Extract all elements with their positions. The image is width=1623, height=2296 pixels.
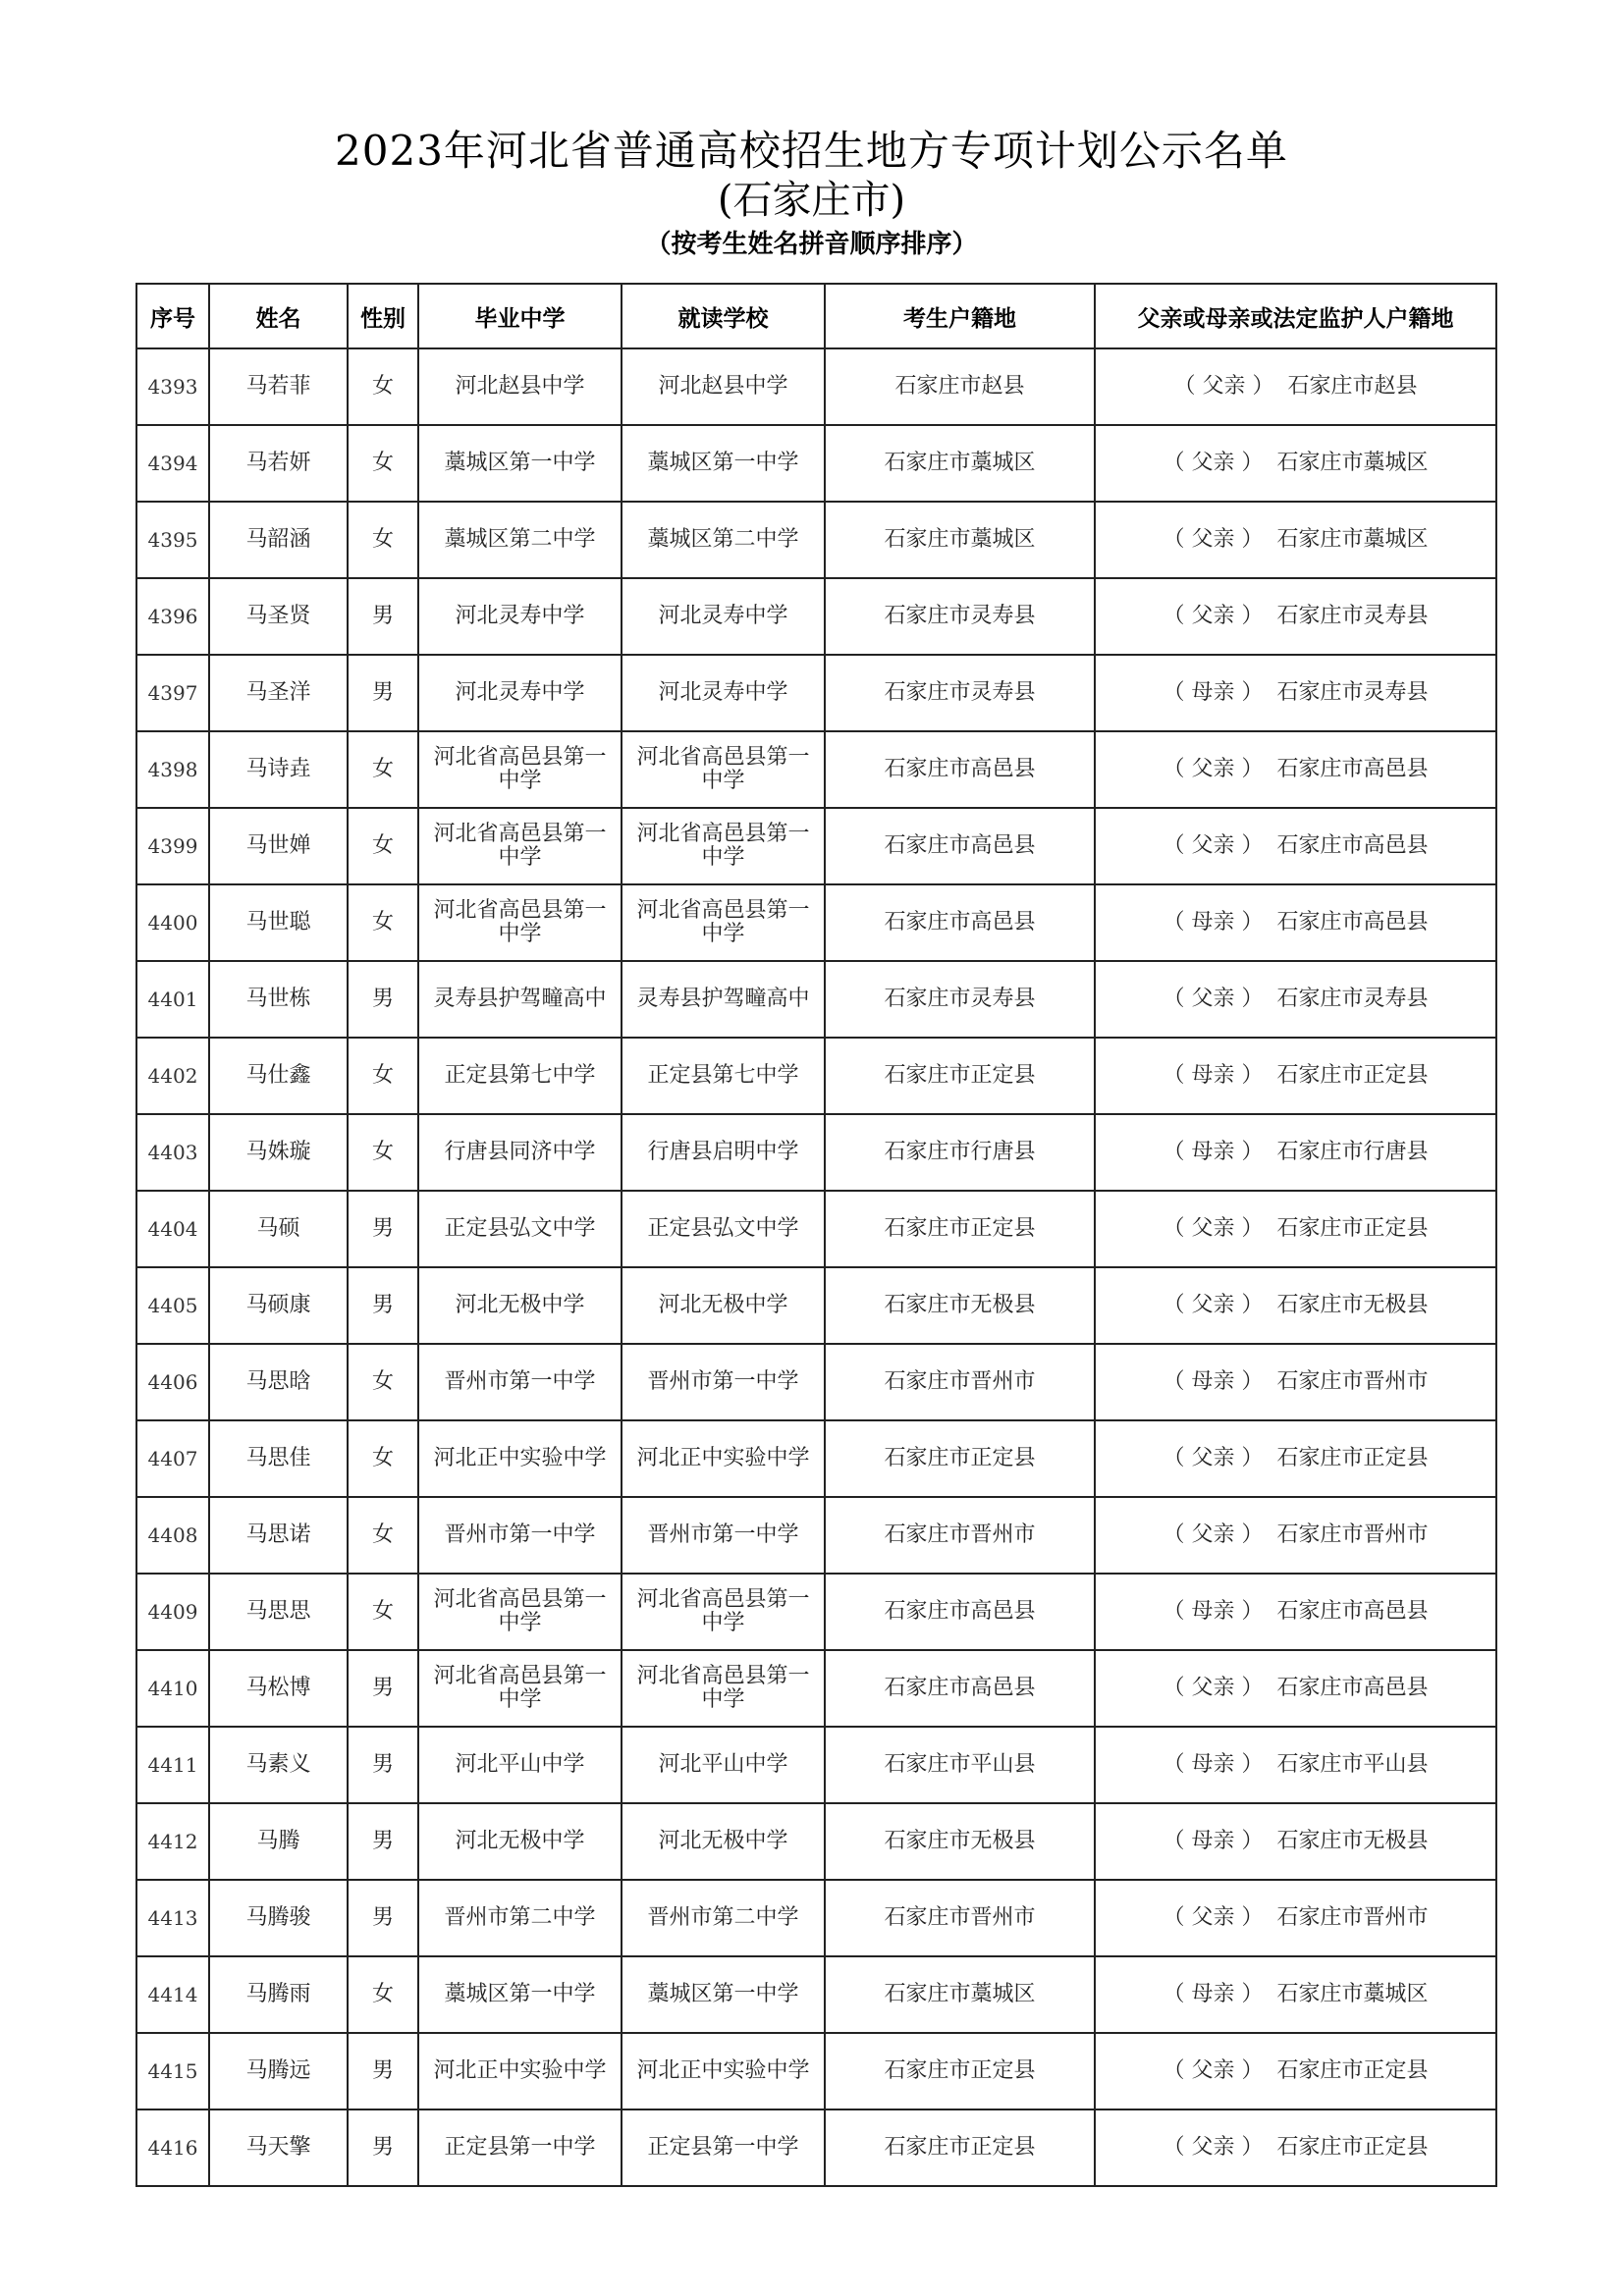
cell-household-registration: 石家庄市高邑县 (825, 731, 1095, 808)
guardian-place: 石家庄市藁城区 (1276, 527, 1429, 552)
guardian-place: 石家庄市无极县 (1276, 1829, 1429, 1853)
column-header-current-school: 就读学校 (622, 284, 825, 348)
cell-guardian-registration (1095, 1497, 1496, 1574)
guardian-relation: （ 母亲 ） (1163, 1369, 1264, 1394)
cell-current-school: 正定县弘文中学 (622, 1191, 825, 1267)
cell-gender: 男 (348, 1880, 418, 1956)
guardian-place: 石家庄市正定县 (1276, 1446, 1429, 1470)
cell-gender: 女 (348, 808, 418, 884)
cell-household-registration: 石家庄市藁城区 (825, 502, 1095, 578)
cell-household-registration: 石家庄市晋州市 (825, 1880, 1095, 1956)
cell-graduation-school: 正定县弘文中学 (418, 1191, 622, 1267)
cell-gender: 女 (348, 502, 418, 578)
guardian-relation: （ 父亲 ） (1163, 1905, 1264, 1930)
cell-current-school: 河北省高邑县第一中学 (622, 1574, 825, 1650)
guardian-place: 石家庄市赵县 (1287, 374, 1418, 399)
guardian-relation: （ 父亲 ） (1163, 1676, 1264, 1700)
cell-name: 马素义 (209, 1727, 348, 1803)
cell-household-registration: 石家庄市高邑县 (825, 1574, 1095, 1650)
cell-guardian-registration (1095, 1420, 1496, 1497)
table-body (136, 348, 1496, 2186)
cell-guardian-registration (1095, 578, 1496, 655)
cell-number: 4397 (136, 655, 209, 731)
guardian-relation: （ 父亲 ） (1163, 451, 1264, 475)
cell-current-school: 晋州市第一中学 (622, 1344, 825, 1420)
guardian-relation: （ 母亲 ） (1163, 1752, 1264, 1777)
guardian-relation: （ 父亲 ） (1163, 527, 1264, 552)
cell-household-registration: 石家庄市藁城区 (825, 425, 1095, 502)
column-header-graduation-school: 毕业中学 (418, 284, 622, 348)
guardian-place: 石家庄市藁城区 (1276, 451, 1429, 475)
cell-number: 4396 (136, 578, 209, 655)
cell-number: 4410 (136, 1650, 209, 1727)
cell-name: 马圣洋 (209, 655, 348, 731)
guardian-place: 石家庄市正定县 (1276, 1063, 1429, 1088)
cell-current-school: 藁城区第二中学 (622, 502, 825, 578)
table-row (136, 578, 1496, 655)
cell-name: 马硕康 (209, 1267, 348, 1344)
cell-name: 马若菲 (209, 348, 348, 425)
cell-household-registration: 石家庄市高邑县 (825, 808, 1095, 884)
cell-graduation-school: 河北省高邑县第一中学 (418, 731, 622, 808)
table-row (136, 1727, 1496, 1803)
cell-graduation-school: 河北正中实验中学 (418, 2033, 622, 2109)
cell-name: 马松博 (209, 1650, 348, 1727)
cell-household-registration: 石家庄市灵寿县 (825, 961, 1095, 1038)
cell-graduation-school: 河北无极中学 (418, 1267, 622, 1344)
cell-guardian-registration (1095, 655, 1496, 731)
guardian-relation: （ 父亲 ） (1163, 2135, 1264, 2160)
cell-number: 4393 (136, 348, 209, 425)
cell-graduation-school: 藁城区第二中学 (418, 502, 622, 578)
guardian-place: 石家庄市高邑县 (1276, 833, 1429, 858)
cell-current-school: 河北无极中学 (622, 1803, 825, 1880)
cell-guardian-registration (1095, 502, 1496, 578)
cell-current-school: 河北无极中学 (622, 1267, 825, 1344)
cell-guardian-registration (1095, 2033, 1496, 2109)
cell-household-registration: 石家庄市正定县 (825, 1191, 1095, 1267)
cell-graduation-school: 河北省高邑县第一中学 (418, 1574, 622, 1650)
table-row (136, 1038, 1496, 1114)
cell-guardian-registration (1095, 961, 1496, 1038)
guardian-place: 石家庄市灵寿县 (1276, 680, 1429, 705)
guardian-place: 石家庄市灵寿县 (1276, 604, 1429, 628)
cell-gender: 男 (348, 655, 418, 731)
guardian-place: 石家庄市正定县 (1276, 1216, 1429, 1241)
cell-guardian-registration (1095, 1267, 1496, 1344)
table-row (136, 731, 1496, 808)
column-header-household-registration: 考生户籍地 (825, 284, 1095, 348)
cell-number: 4406 (136, 1344, 209, 1420)
guardian-place: 石家庄市行唐县 (1276, 1140, 1429, 1164)
cell-number: 4394 (136, 425, 209, 502)
cell-name: 马韶涵 (209, 502, 348, 578)
table-row (136, 348, 1496, 425)
cell-current-school: 灵寿县护驾疃高中 (622, 961, 825, 1038)
cell-current-school: 河北省高邑县第一中学 (622, 808, 825, 884)
cell-gender: 男 (348, 1267, 418, 1344)
cell-gender: 女 (348, 1038, 418, 1114)
cell-number: 4403 (136, 1114, 209, 1191)
cell-guardian-registration (1095, 1956, 1496, 2033)
cell-number: 4409 (136, 1574, 209, 1650)
cell-number: 4401 (136, 961, 209, 1038)
cell-guardian-registration (1095, 1344, 1496, 1420)
table-row (136, 502, 1496, 578)
guardian-relation: （ 母亲 ） (1163, 1140, 1264, 1164)
cell-name: 马思诺 (209, 1497, 348, 1574)
cell-gender: 女 (348, 1344, 418, 1420)
cell-guardian-registration (1095, 1880, 1496, 1956)
cell-number: 4408 (136, 1497, 209, 1574)
cell-current-school: 藁城区第一中学 (622, 1956, 825, 2033)
guardian-place: 石家庄市无极县 (1276, 1293, 1429, 1317)
guardian-place: 石家庄市晋州市 (1276, 1369, 1429, 1394)
cell-graduation-school: 河北平山中学 (418, 1727, 622, 1803)
cell-household-registration: 石家庄市正定县 (825, 1420, 1095, 1497)
column-header-gender: 性别 (348, 284, 418, 348)
city-subtitle: (石家庄市) (717, 178, 906, 223)
cell-graduation-school: 河北赵县中学 (418, 348, 622, 425)
cell-household-registration: 石家庄市无极县 (825, 1803, 1095, 1880)
guardian-relation: （ 父亲 ） (1163, 1293, 1264, 1317)
guardian-place: 石家庄市正定县 (1276, 2135, 1429, 2160)
cell-name: 马仕鑫 (209, 1038, 348, 1114)
cell-graduation-school: 藁城区第一中学 (418, 1956, 622, 2033)
cell-gender: 女 (348, 1420, 418, 1497)
sort-note: （按考生姓名拼音顺序排序） (645, 230, 978, 259)
cell-graduation-school: 正定县第一中学 (418, 2109, 622, 2186)
table-row (136, 1803, 1496, 1880)
cell-current-school: 河北省高邑县第一中学 (622, 731, 825, 808)
cell-number: 4405 (136, 1267, 209, 1344)
table-row (136, 1650, 1496, 1727)
cell-name: 马姝璇 (209, 1114, 348, 1191)
cell-number: 4399 (136, 808, 209, 884)
cell-household-registration: 石家庄市藁城区 (825, 1956, 1095, 2033)
cell-name: 马世栋 (209, 961, 348, 1038)
guardian-place: 石家庄市高邑县 (1276, 757, 1429, 781)
cell-number: 4404 (136, 1191, 209, 1267)
cell-gender: 男 (348, 578, 418, 655)
cell-household-registration: 石家庄市行唐县 (825, 1114, 1095, 1191)
guardian-place: 石家庄市晋州市 (1276, 1905, 1429, 1930)
cell-current-school: 河北省高邑县第一中学 (622, 1650, 825, 1727)
table-row (136, 1344, 1496, 1420)
guardian-relation: （ 父亲 ） (1163, 987, 1264, 1011)
cell-household-registration: 石家庄市灵寿县 (825, 655, 1095, 731)
cell-gender: 女 (348, 1956, 418, 2033)
cell-household-registration: 石家庄市晋州市 (825, 1344, 1095, 1420)
cell-current-school: 河北平山中学 (622, 1727, 825, 1803)
guardian-relation: （ 父亲 ） (1163, 2058, 1264, 2083)
guardian-relation: （ 父亲 ） (1173, 374, 1274, 399)
cell-gender: 女 (348, 348, 418, 425)
cell-name: 马腾骏 (209, 1880, 348, 1956)
guardian-place: 石家庄市高邑县 (1276, 1599, 1429, 1624)
cell-guardian-registration (1095, 884, 1496, 961)
cell-guardian-registration (1095, 1727, 1496, 1803)
cell-household-registration: 石家庄市正定县 (825, 2109, 1095, 2186)
cell-gender: 男 (348, 961, 418, 1038)
guardian-relation: （ 母亲 ） (1163, 1982, 1264, 2006)
table-row (136, 808, 1496, 884)
cell-name: 马腾远 (209, 2033, 348, 2109)
table-row (136, 2033, 1496, 2109)
cell-guardian-registration (1095, 2109, 1496, 2186)
cell-number: 4400 (136, 884, 209, 961)
cell-name: 马圣贤 (209, 578, 348, 655)
cell-number: 4416 (136, 2109, 209, 2186)
cell-gender: 男 (348, 1803, 418, 1880)
cell-guardian-registration (1095, 1191, 1496, 1267)
table-row (136, 884, 1496, 961)
table-row (136, 961, 1496, 1038)
cell-graduation-school: 河北灵寿中学 (418, 655, 622, 731)
cell-gender: 男 (348, 2109, 418, 2186)
cell-household-registration: 石家庄市高邑县 (825, 1650, 1095, 1727)
cell-current-school: 正定县第七中学 (622, 1038, 825, 1114)
cell-gender: 女 (348, 1114, 418, 1191)
guardian-relation: （ 父亲 ） (1163, 833, 1264, 858)
cell-name: 马思佳 (209, 1420, 348, 1497)
cell-gender: 女 (348, 425, 418, 502)
cell-guardian-registration (1095, 348, 1496, 425)
guardian-place: 石家庄市高邑县 (1276, 1676, 1429, 1700)
cell-name: 马思晗 (209, 1344, 348, 1420)
cell-household-registration: 石家庄市无极县 (825, 1267, 1095, 1344)
cell-graduation-school: 河北省高邑县第一中学 (418, 1650, 622, 1727)
cell-graduation-school: 河北正中实验中学 (418, 1420, 622, 1497)
cell-household-registration: 石家庄市高邑县 (825, 884, 1095, 961)
cell-graduation-school: 晋州市第二中学 (418, 1880, 622, 1956)
cell-number: 4412 (136, 1803, 209, 1880)
guardian-place: 石家庄市藁城区 (1276, 1982, 1429, 2006)
cell-current-school: 晋州市第一中学 (622, 1497, 825, 1574)
guardian-relation: （ 母亲 ） (1163, 1829, 1264, 1853)
guardian-relation: （ 母亲 ） (1163, 680, 1264, 705)
guardian-relation: （ 母亲 ） (1163, 1063, 1264, 1088)
table-row (136, 1267, 1496, 1344)
table-row (136, 2109, 1496, 2186)
document-title: 2023年河北省普通高校招生地方专项计划公示名单 (335, 127, 1288, 175)
cell-graduation-school: 河北省高邑县第一中学 (418, 808, 622, 884)
cell-graduation-school: 晋州市第一中学 (418, 1497, 622, 1574)
cell-current-school: 晋州市第二中学 (622, 1880, 825, 1956)
guardian-place: 石家庄市晋州市 (1276, 1522, 1429, 1547)
cell-number: 4414 (136, 1956, 209, 2033)
cell-number: 4398 (136, 731, 209, 808)
cell-name: 马若妍 (209, 425, 348, 502)
cell-current-school: 河北赵县中学 (622, 348, 825, 425)
cell-current-school: 河北正中实验中学 (622, 1420, 825, 1497)
table-row (136, 1191, 1496, 1267)
table-row (136, 425, 1496, 502)
cell-guardian-registration (1095, 1038, 1496, 1114)
cell-gender: 男 (348, 1650, 418, 1727)
cell-gender: 女 (348, 884, 418, 961)
cell-name: 马诗垚 (209, 731, 348, 808)
cell-guardian-registration (1095, 1574, 1496, 1650)
cell-number: 4395 (136, 502, 209, 578)
cell-number: 4413 (136, 1880, 209, 1956)
guardian-relation: （ 父亲 ） (1163, 757, 1264, 781)
guardian-relation: （ 母亲 ） (1163, 1599, 1264, 1624)
cell-gender: 男 (348, 2033, 418, 2109)
cell-guardian-registration (1095, 731, 1496, 808)
cell-household-registration: 石家庄市灵寿县 (825, 578, 1095, 655)
guardian-place: 石家庄市灵寿县 (1276, 987, 1429, 1011)
cell-gender: 女 (348, 731, 418, 808)
cell-name: 马硕 (209, 1191, 348, 1267)
cell-current-school: 藁城区第一中学 (622, 425, 825, 502)
cell-guardian-registration (1095, 808, 1496, 884)
cell-graduation-school: 河北无极中学 (418, 1803, 622, 1880)
cell-graduation-school: 灵寿县护驾疃高中 (418, 961, 622, 1038)
cell-household-registration: 石家庄市赵县 (825, 348, 1095, 425)
table-row (136, 1574, 1496, 1650)
cell-number: 4407 (136, 1420, 209, 1497)
cell-graduation-school: 河北灵寿中学 (418, 578, 622, 655)
table-row (136, 1880, 1496, 1956)
guardian-relation: （ 母亲 ） (1163, 910, 1264, 934)
cell-guardian-registration (1095, 1650, 1496, 1727)
cell-name: 马世聪 (209, 884, 348, 961)
cell-current-school: 行唐县启明中学 (622, 1114, 825, 1191)
cell-name: 马天擎 (209, 2109, 348, 2186)
table-row (136, 1956, 1496, 2033)
guardian-place: 石家庄市高邑县 (1276, 910, 1429, 934)
cell-graduation-school: 晋州市第一中学 (418, 1344, 622, 1420)
guardian-relation: （ 父亲 ） (1163, 604, 1264, 628)
cell-graduation-school: 行唐县同济中学 (418, 1114, 622, 1191)
cell-name: 马腾 (209, 1803, 348, 1880)
cell-number: 4415 (136, 2033, 209, 2109)
guardian-relation: （ 父亲 ） (1163, 1216, 1264, 1241)
cell-number: 4402 (136, 1038, 209, 1114)
column-header-guardian-registration: 父亲或母亲或法定监护人户籍地 (1095, 284, 1496, 348)
cell-household-registration: 石家庄市平山县 (825, 1727, 1095, 1803)
cell-name: 马腾雨 (209, 1956, 348, 2033)
cell-household-registration: 石家庄市正定县 (825, 2033, 1095, 2109)
cell-graduation-school: 藁城区第一中学 (418, 425, 622, 502)
table-row (136, 1114, 1496, 1191)
guardian-place: 石家庄市平山县 (1276, 1752, 1429, 1777)
cell-number: 4411 (136, 1727, 209, 1803)
guardian-place: 石家庄市正定县 (1276, 2058, 1429, 2083)
cell-guardian-registration (1095, 1114, 1496, 1191)
table-row (136, 1420, 1496, 1497)
cell-guardian-registration (1095, 1803, 1496, 1880)
column-header-name: 姓名 (209, 284, 348, 348)
cell-household-registration: 石家庄市正定县 (825, 1038, 1095, 1114)
column-header-number: 序号 (136, 284, 209, 348)
cell-graduation-school: 正定县第七中学 (418, 1038, 622, 1114)
table-header-row (136, 284, 1496, 348)
table-row (136, 655, 1496, 731)
cell-graduation-school: 河北省高邑县第一中学 (418, 884, 622, 961)
cell-current-school: 河北灵寿中学 (622, 655, 825, 731)
guardian-relation: （ 父亲 ） (1163, 1446, 1264, 1470)
cell-gender: 男 (348, 1191, 418, 1267)
cell-current-school: 河北灵寿中学 (622, 578, 825, 655)
cell-gender: 男 (348, 1727, 418, 1803)
table-row (136, 1497, 1496, 1574)
cell-current-school: 河北省高邑县第一中学 (622, 884, 825, 961)
cell-household-registration: 石家庄市晋州市 (825, 1497, 1095, 1574)
cell-name: 马思思 (209, 1574, 348, 1650)
cell-current-school: 正定县第一中学 (622, 2109, 825, 2186)
candidate-table (135, 283, 1497, 2187)
cell-gender: 女 (348, 1497, 418, 1574)
cell-gender: 女 (348, 1574, 418, 1650)
cell-guardian-registration (1095, 425, 1496, 502)
cell-current-school: 河北正中实验中学 (622, 2033, 825, 2109)
guardian-relation: （ 父亲 ） (1163, 1522, 1264, 1547)
cell-name: 马世婵 (209, 808, 348, 884)
